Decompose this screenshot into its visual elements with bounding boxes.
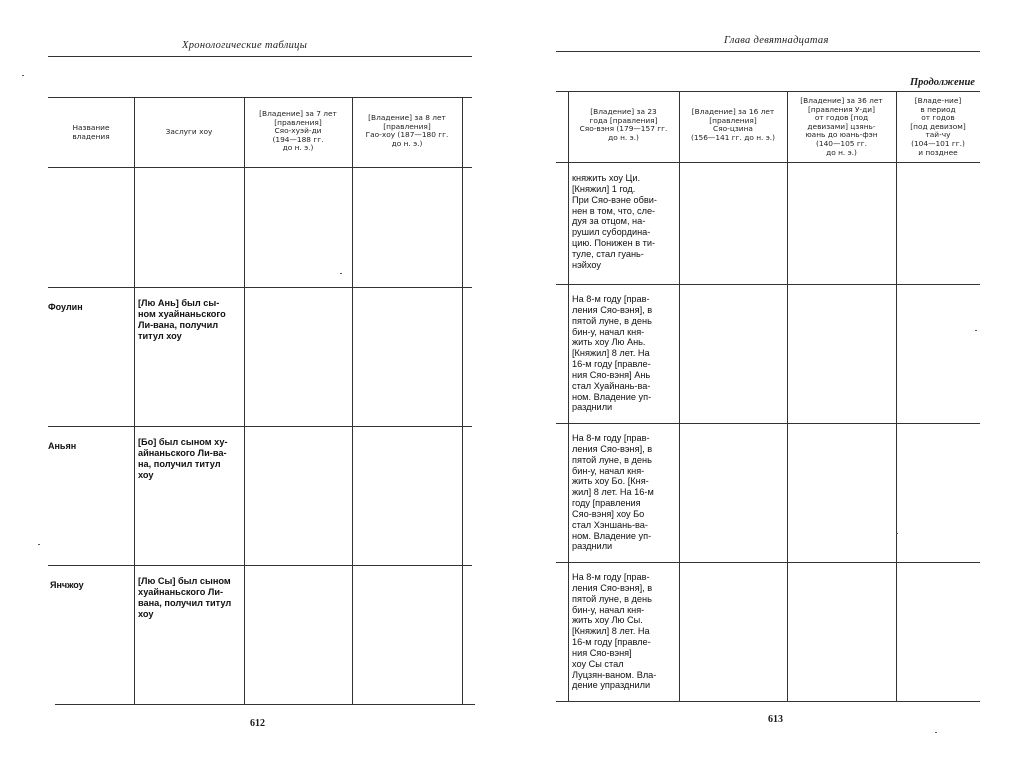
right-head-rule [556, 51, 980, 52]
print-speck [22, 75, 24, 76]
xiao-wen-cell-anyan-text: На 8-м году [прав- ления Сяо-вэня], в пятой луне, в день бин-у, начал кня- жить хоу Бо. [Кня- жил] 8 лет. На 16-м году [правления Сяо-вэня] хоу Бо стал Хэншань-ва- ном. Владение уп- разднили [572, 433, 654, 552]
left-row-rule-2 [48, 426, 472, 427]
right-header-xiao-jing: [Владение] за 16 лет [правления] Сяо-цзина (156—141 гг. до н. э.) [690, 107, 776, 142]
xiao-wen-cell-row-1-text: княжить хоу Ци. [Княжил] 1 год. При Сяо-вэне обви- нен в том, что, сле- дуя за отцом, на- рушил субордина- цию. Понижен в ти- туле, стал гуань- нэйхоу [572, 173, 657, 270]
right-col-divider-3 [896, 91, 897, 701]
left-header-domain-name: Название владения [72, 123, 110, 141]
xiao-wen-cell-foulin-text: На 8-м году [прав- ления Сяо-вэня], в пятой луне, в день бин-у, начал кня- жить хоу Лю Ань. [Княжил] 8 лет. На 16-м году [правле- ния Сяо-вэня] Ань стал Хуайнань-ва- ном. Владение уп- разднили [572, 294, 653, 413]
print-speck [975, 330, 977, 331]
right-header-xiao-wen: [Владение] за 23 года [правления] Сяо-вэня (179—157 гг. до н. э.) [579, 107, 668, 142]
merit-foulin-text: [Лю Ань] был сы- ном хуайнаньского Ли-вана, получил титул хоу [138, 298, 226, 341]
left-running-head: Хронологические таблицы [182, 40, 308, 51]
left-header-merits-text: Заслуги хоу [165, 127, 213, 136]
left-page-number: 612 [250, 718, 265, 729]
left-table-top-rule [48, 97, 472, 98]
print-speck [38, 544, 40, 545]
print-speck [340, 273, 342, 274]
right-row-rule-2 [556, 423, 980, 424]
right-col-divider-2 [787, 91, 788, 701]
left-col-divider-1 [134, 97, 135, 704]
row-name-foulin: Фоулин [48, 302, 83, 312]
left-row-rule-1 [48, 287, 472, 288]
right-col-divider-0 [568, 91, 569, 701]
xiao-wen-cell-row-1 [572, 173, 676, 271]
merit-anyan [138, 437, 242, 480]
right-table-bottom-rule [556, 701, 980, 702]
row-name-yanzhou: Янчжоу [50, 580, 84, 590]
left-col-divider-3 [352, 97, 353, 704]
merit-yanzhou-text: [Лю Сы] был сыном хуайнаньского Ли- вана, получил титул хоу [138, 576, 232, 619]
left-row-rule-3 [48, 565, 472, 566]
right-header-wu-di: [Владение] за 36 лет [правления У-ди] от годов [под девизами] цзянь- юань до юань-фэн (140—105 гг. до н. э.) [800, 96, 883, 157]
left-col-divider-4 [462, 97, 463, 704]
xiao-wen-cell-anyan [572, 433, 676, 552]
merit-yanzhou [138, 576, 246, 619]
right-page-number: 613 [768, 714, 783, 725]
left-head-rule [48, 56, 472, 57]
left-header-gao-hou: [Владение] за 8 лет [правления] Гао-хоу (187—180 гг. до н. э.) [365, 113, 449, 148]
merit-anyan-text: [Бо] был сыном ху- айнаньского Ли-ва- на, получил титул хоу [138, 437, 228, 480]
right-header-bottom-rule [556, 162, 980, 163]
merit-foulin [138, 298, 242, 341]
print-speck [896, 533, 898, 534]
right-col-divider-1 [679, 91, 680, 701]
right-page [510, 0, 1020, 765]
xiao-wen-cell-foulin [572, 294, 676, 413]
right-row-rule-3 [556, 562, 980, 563]
right-running-head: Глава девятнадцатая [724, 35, 829, 46]
xiao-wen-cell-yanzhou [572, 572, 676, 691]
right-table-top-rule [556, 91, 980, 92]
right-row-rule-1 [556, 284, 980, 285]
left-header-merits [136, 128, 242, 137]
left-header-xiao-hui-di: [Владение] за 7 лет [правления] Сяо-хуэй-ди (194—188 гг. до н. э.) [259, 109, 337, 153]
right-header-tai-chu: [Владе-ние] в период от годов [под девизом] тай-чу (104—101 гг.) и позднее [910, 96, 966, 157]
print-speck [935, 732, 937, 733]
xiao-wen-cell-yanzhou-text: На 8-м году [прав- ления Сяо-вэня], в пятой луне, в день бин-у, начал кня- жить хоу Лю Сы. [Княжил] 8 лет. На 16-м году [правле- ния Сяо-вэня] хоу Сы стал Луцзян-ваном. Вла- дение упразднили [572, 572, 657, 691]
row-name-anyan: Аньян [48, 441, 77, 451]
continuation-label: Продолжение [910, 77, 975, 88]
left-header-bottom-rule [48, 167, 472, 168]
left-table-bottom-rule [55, 704, 475, 705]
